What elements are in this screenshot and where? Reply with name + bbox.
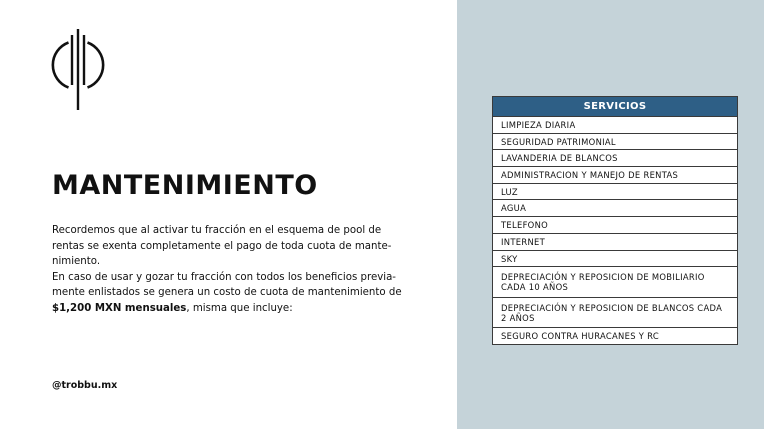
- service-item: AGUA: [493, 199, 737, 216]
- paragraph-pool: Recordemos que al activar tu fracción en el esquema de pool de rentas se exenta completamente el pago de toda cuota de mante-nimiento.: [52, 225, 392, 268]
- paragraph-cost-end: , misma que incluye:: [186, 302, 293, 314]
- trobbu-logo-icon: [51, 29, 105, 110]
- services-header: SERVICIOS: [493, 97, 737, 116]
- service-item: LAVANDERIA DE BLANCOS: [493, 149, 737, 166]
- service-item: LUZ: [493, 183, 737, 200]
- social-handle: @trobbu.mx: [52, 380, 118, 391]
- service-item: LIMPIEZA DIARIA: [493, 116, 737, 133]
- service-item: DEPRECIACIÓN Y REPOSICION DE BLANCOS CADA 2 AÑOS: [493, 297, 737, 328]
- service-item: SEGURIDAD PATRIMONIAL: [493, 133, 737, 150]
- service-item: SKY: [493, 250, 737, 267]
- service-item: TELEFONO: [493, 216, 737, 233]
- service-item: SEGURO CONTRA HURACANES Y RC: [493, 327, 737, 344]
- description: [52, 223, 412, 317]
- monthly-fee: $1,200 MXN mensuales: [52, 302, 187, 314]
- service-item: INTERNET: [493, 233, 737, 250]
- services-table: [492, 96, 738, 345]
- paragraph-cost-intro: En caso de usar y gozar tu fracción con todos los beneficios previa-mente enlistados se genera un costo de cuota de mantenimiento de: [52, 271, 402, 299]
- paragraph-cost: [52, 270, 412, 317]
- service-item: DEPRECIACIÓN Y REPOSICION DE MOBILIARIO CADA 10 AÑOS: [493, 266, 737, 297]
- service-item: ADMINISTRACION Y MANEJO DE RENTAS: [493, 166, 737, 183]
- page-title: MANTENIMIENTO: [52, 170, 318, 201]
